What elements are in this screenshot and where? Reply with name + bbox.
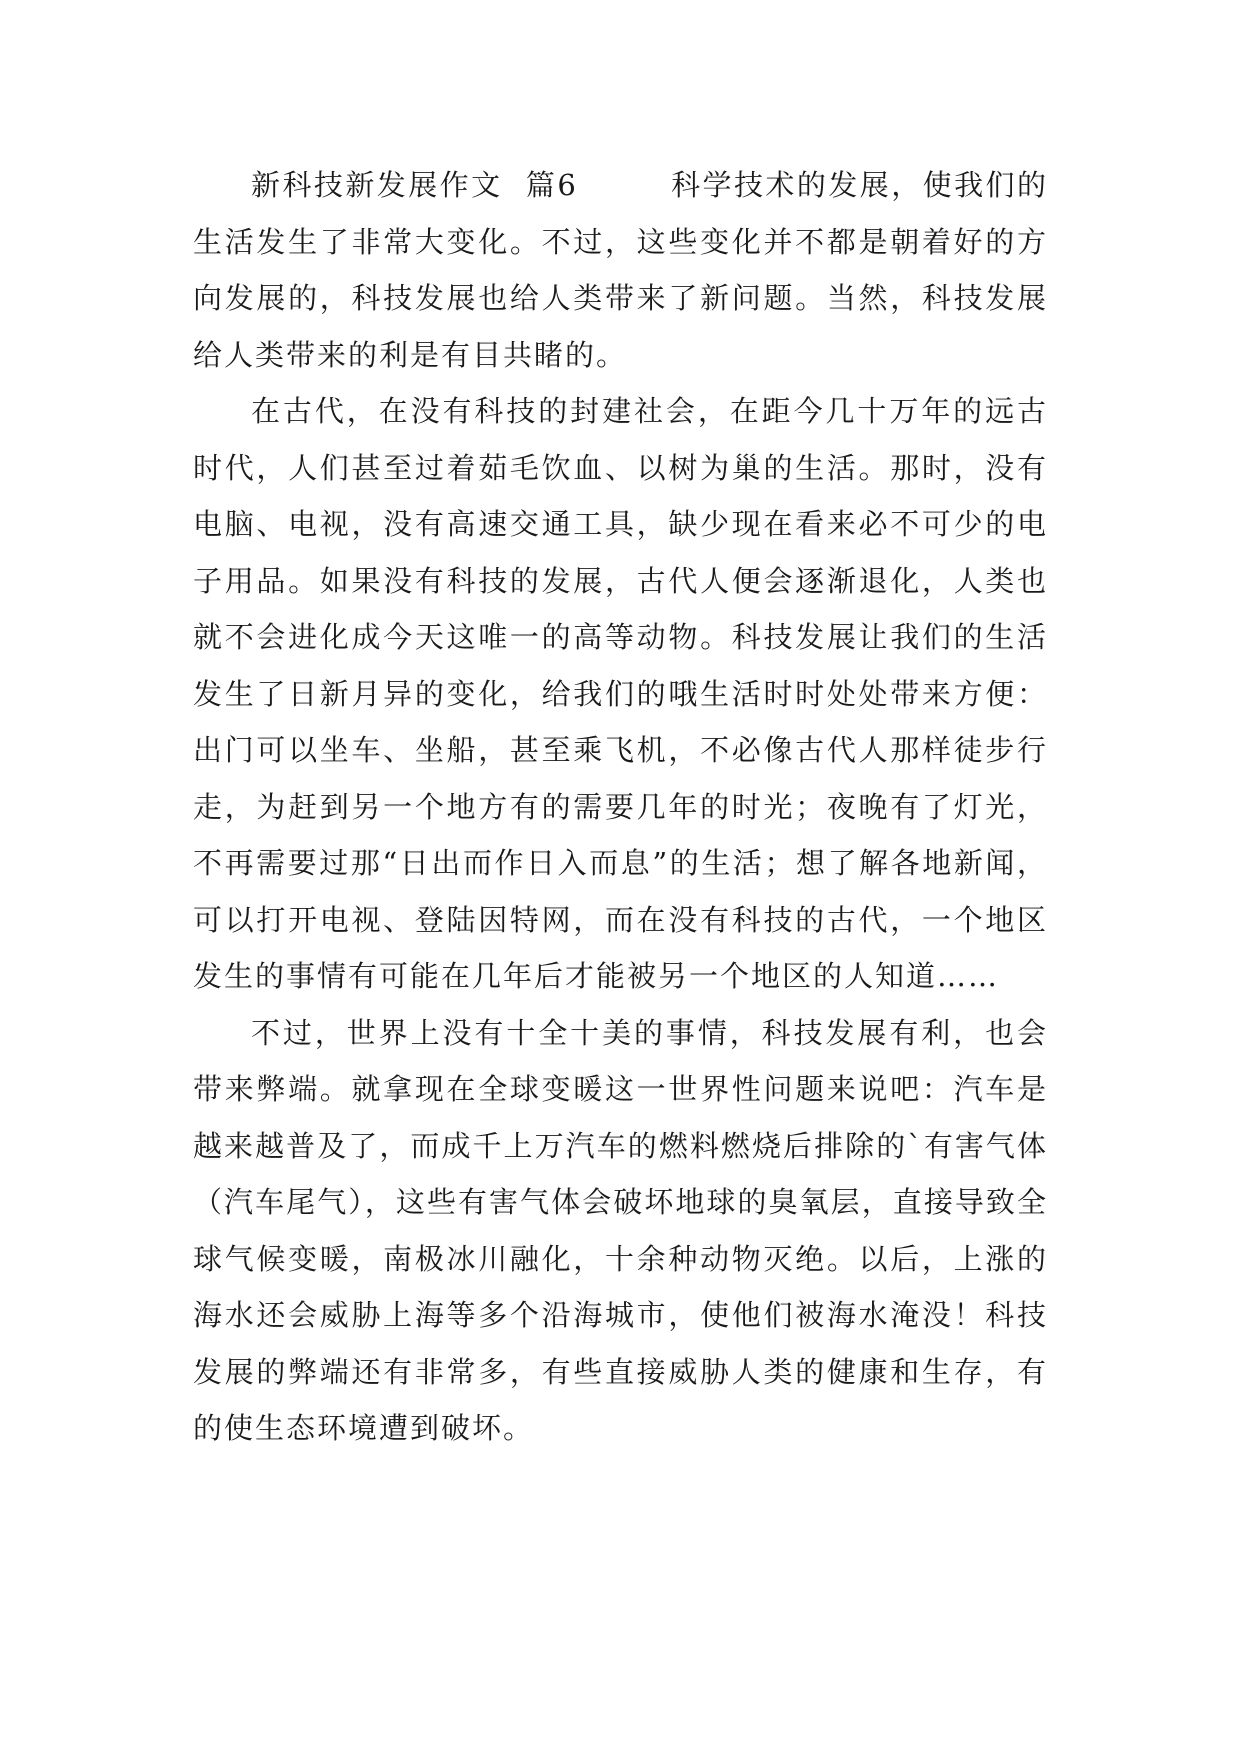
paragraph-2: 在古代，在没有科技的封建社会，在距今几十万年的远古时代，人们甚至过着茹毛饮血、以树为巢的生活。那时，没有电脑、电视，没有高速交通工具，缺少现在看来必不可少的电子用品。如果没有科技的发展，古代人便会逐渐退化，人类也就不会进化成今天这唯一的高等动物。科技发展让我们的生活发生了日新月异的变化，给我们的哦生活时时处处带来方便：出门可以坐车、坐船，甚至乘飞机，不必像古代人那样徒步行走，为赶到另一个地方有的需要几年的时光；夜晚有了灯光，不再需要过那“日出而作日入而息”的生活；想了解各地新闻，可以打开电视、登陆因特网，而在没有科技的古代，一个地区发生的事情有可能在几年后才能被另一个地区的人知道…… — [193, 394, 1048, 993]
paragraph-3: 不过，世界上没有十全十美的事情，科技发展有利，也会带来弊端。就拿现在全球变暖这一世界性问题来说吧：汽车是越来越普及了，而成千上万汽车的燃料燃烧后排除的`有害气体（汽车尾气），这些有害气体会破坏地球的臭氧层，直接导致全球气候变暖，南极冰川融化，十余种动物灭绝。以后，上涨的海水还会威胁上海等多个沿海城市，使他们被海水淹没！科技发展的弊端还有非常多，有些直接威胁人类的健康和生存，有的使生态环境遭到破坏。 — [193, 1015, 1048, 1445]
article-body — [193, 157, 1048, 1457]
paragraph-1: 新科技新发展作文 篇6 科学技术的发展，使我们的生活发生了非常大变化。不过，这些变化并不都是朝着好的方向发展的，科技发展也给人类带来了新问题。当然，科技发展给人类带来的利是有目共睹的。 — [193, 168, 1048, 372]
